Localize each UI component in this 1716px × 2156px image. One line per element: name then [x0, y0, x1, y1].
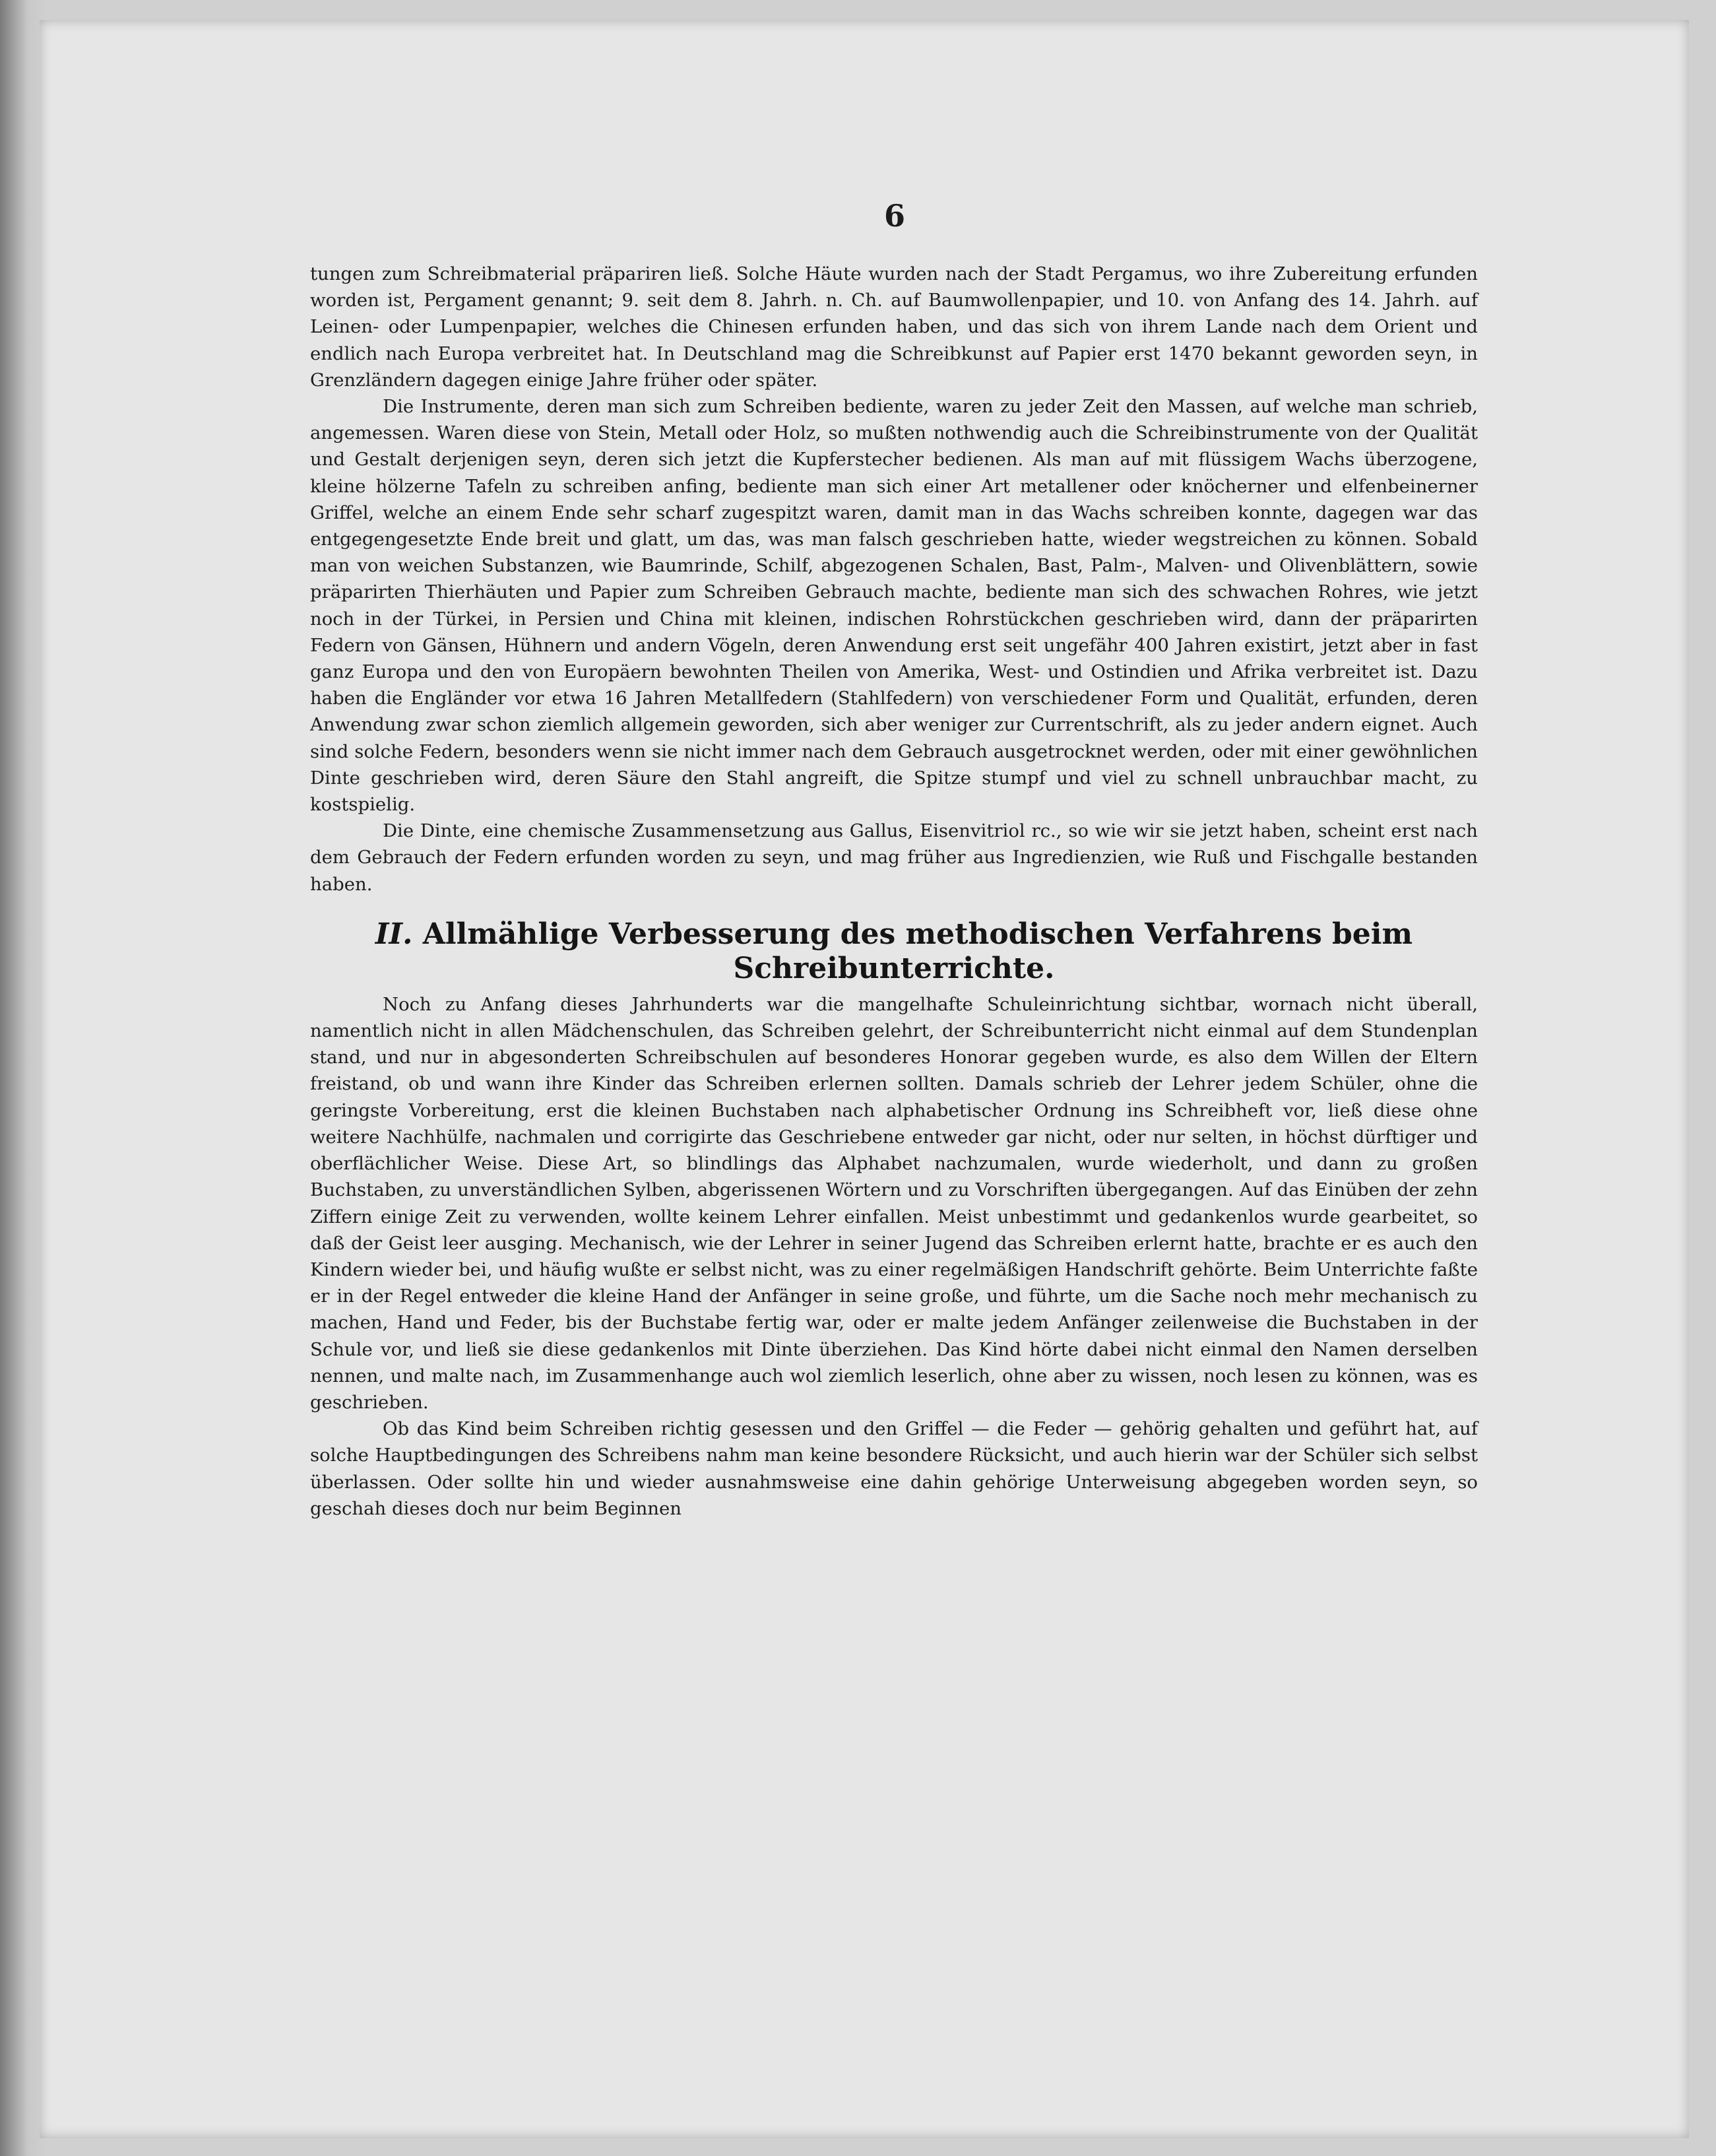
section-heading: [310, 917, 1478, 986]
paragraph: Die Dinte, eine chemische Zusammensetzung aus Gallus, Eisenvitriol rc., so wie wir sie jetzt haben, scheint erst nach dem Gebrauch der Federn erfunden worden zu seyn, und mag früher aus Ingredienzien, wie Ruß und Fischgalle bestanden haben.: [310, 820, 1478, 895]
paragraph: Die Instrumente, deren man sich zum Schreiben bediente, waren zu jeder Zeit den Massen, auf welche man schrieb, angemessen. Waren diese von Stein, Metall oder Holz, so mußten nothwendig auch die Schreibinstrumente von der Qualität und Gestalt derjenigen seyn, deren sich jetzt die Kupferstecher bedienen. Als man auf mit flüssigem Wachs überzogene, kleine hölzerne Tafeln zu schreiben anfing, bediente man sich einer Art metallener oder knöcherner und elfenbeinerner Griffel, welche an einem Ende sehr scharf zugespitzt waren, damit man in das Wachs schreiben konnte, dagegen war das entgegengesetzte Ende breit und glatt, um das, was man falsch geschrieben hatte, wieder wegstreichen zu können. Sobald man von weichen Substanzen, wie Baumrinde, Schilf, abgezogenen Schalen, Bast, Palm-, Malven- und Olivenblättern, sowie präparirten Thierhäuten und Papier zum Schreiben Gebrauch machte, bediente man sich des schwachen Rohres, wie jetzt noch in der Türkei, in Persien und China mit kleinen, indischen Rohrstückchen geschrieben wird, dann der präparirten Federn von Gänsen, Hühnern und andern Vögeln, deren Anwendung erst seit ungefähr 400 Jahren existirt, jetzt aber in fast ganz Europa und den von Europäern bewohnten Theilen von Amerika, West- und Ostindien und Afrika verbreitet ist. Dazu haben die Engländer vor etwa 16 Jahren Metallfedern (Stahlfedern) von verschiedener Form und Qualität, erfunden, deren Anwendung zwar schon ziemlich allgemein geworden, sich aber weniger zur Currentschrift, als zu jeder andern eignet. Auch sind solche Federn, besonders wenn sie nicht immer nach dem Gebrauch ausgetrocknet werden, oder mit einer gewöhnlichen Dinte geschrieben wird, deren Säure den Stahl angreift, die Spitze stumpf und viel zu schnell unbrauchbar macht, zu kostspielig.: [310, 396, 1478, 816]
section-numeral: II.: [375, 917, 413, 951]
page-number: 6: [884, 198, 906, 234]
paragraph: Noch zu Anfang dieses Jahrhunderts war die mangelhafte Schuleinrichtung sichtbar, wornach nicht überall, namentlich nicht in allen Mädchenschulen, das Schreiben gelehrt, der Schreibunterricht nicht einmal auf dem Stundenplan stand, und nur in abgesonderten Schreibschulen auf besonderes Honorar gegeben wurde, es also dem Willen der Eltern freistand, ob und wann ihre Kinder das Schreiben erlernen sollten. Damals schrieb der Lehrer jedem Schüler, ohne die geringste Vorbereitung, erst die kleinen Buchstaben nach alphabetischer Ordnung ins Schreibheft vor, ließ diese ohne weitere Nachhülfe, nachmalen und corrigirte das Geschriebene entweder gar nicht, oder nur selten, in höchst dürftiger und oberflächlicher Weise. Diese Art, so blindlings das Alphabet nachzumalen, wurde wiederholt, und dann zu großen Buchstaben, zu unverständlichen Sylben, abgerissenen Wörtern und zu Vorschriften übergegangen. Auf das Einüben der zehn Ziffern einige Zeit zu verwenden, wollte keinem Lehrer einfallen. Meist unbestimmt und gedankenlos wurde gearbeitet, so daß der Geist leer ausging. Mechanisch, wie der Lehrer in seiner Jugend das Schreiben erlernt hatte, brachte er es auch den Kindern wieder bei, und häufig wußte er selbst nicht, was zu einer regelmäßigen Handschrift gehörte. Beim Unterrichte faßte er in der Regel entweder die kleine Hand der Anfänger in seine große, und führte, um die Sache noch mehr mechanisch zu machen, Hand und Feder, bis der Buchstabe fertig war, oder er malte jedem Anfänger zeilenweise die Buchstaben in der Schule vor, und ließ sie diese gedankenlos mit Dinte überziehen. Das Kind hörte dabei nicht einmal den Namen derselben nennen, und malte nach, im Zusammenhange auch wol ziemlich leserlich, ohne aber zu wissen, noch lesen zu können, was es geschrieben.: [310, 993, 1478, 1413]
paragraph: tungen zum Schreibmaterial präpariren ließ. Solche Häute wurden nach der Stadt Pergamus, wo ihre Zubereitung erfunden worden ist, Pergament genannt; 9. seit dem 8. Jahrh. n. Ch. auf Baumwollenpapier, und 10. von Anfang des 14. Jahrh. auf Leinen- oder Lumpenpapier, welches die Chinesen erfunden haben, und das sich von ihrem Lande nach dem Orient und endlich nach Europa verbreitet hat. In Deutschland mag die Schreibkunst auf Papier erst 1470 bekannt geworden seyn, in Grenzländern dagegen einige Jahre früher oder später.: [310, 263, 1478, 391]
section-title: Allmählige Verbesserung des methodischen Verfahrens beim Schreibunterrichte.: [422, 917, 1413, 985]
paragraph: Ob das Kind beim Schreiben richtig gesessen und den Griffel — die Feder — gehörig gehalten und geführt hat, auf solche Hauptbedingungen des Schreibens nahm man keine besondere Rücksicht, und auch hierin war der Schüler sich selbst überlassen. Oder sollte hin und wieder ausnahmsweise eine dahin gehörige Unterweisung abgegeben worden seyn, so geschah dieses doch nur beim Beginnen: [310, 1418, 1478, 1519]
body-text: [310, 261, 1478, 1522]
